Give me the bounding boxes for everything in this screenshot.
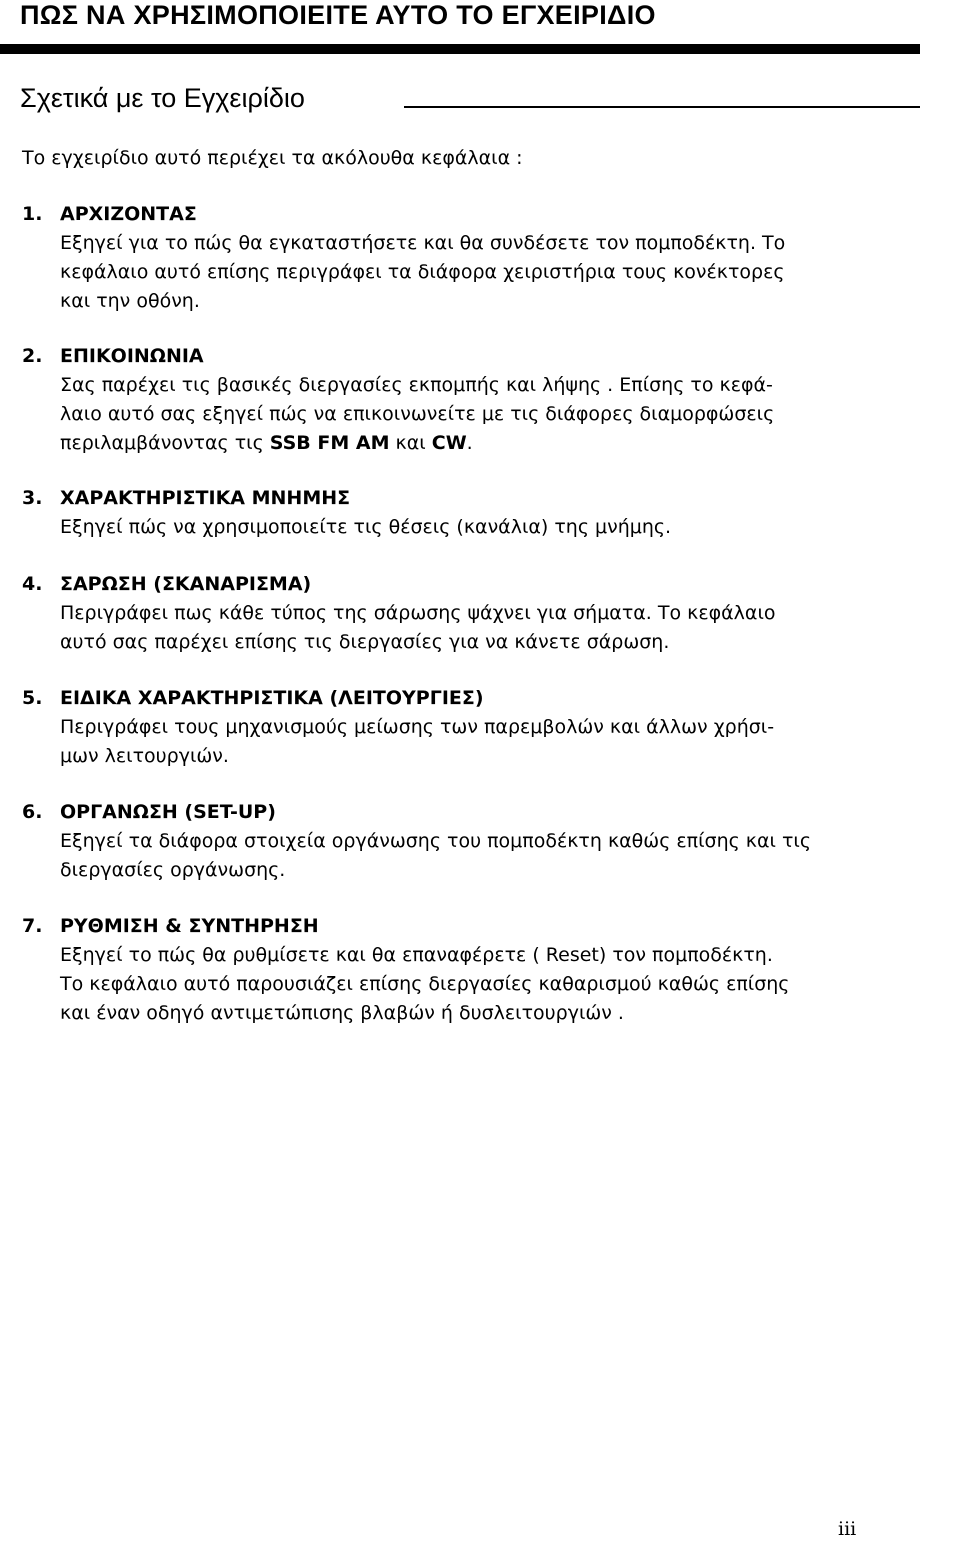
chapter-title: ΧΑΡΑΚΤΗΡΙΣΤΙΚΑ ΜΝΗΜΗΣ: [60, 487, 351, 509]
title-rule: [0, 44, 920, 54]
chapter-text-line: Περιγράφει τους μηχανισμούς μείωσης των παρεμβολών και άλλων χρήσι-: [60, 716, 775, 738]
chapter-number: 5.: [22, 687, 43, 709]
chapter-number: 1.: [22, 203, 43, 225]
chapter-heading: [22, 912, 960, 941]
line-end: .: [466, 432, 473, 454]
chapter-title: ΕΙΔΙΚΑ ΧΑΡΑΚΤΗΡΙΣΤΙΚΑ (ΛΕΙΤΟΥΡΓΙΕΣ): [60, 687, 484, 709]
chapter-heading: [22, 484, 960, 513]
chapter-number: 2.: [22, 345, 43, 367]
chapter-text-line: Περιγράφει πως κάθε τύπος της σάρωσης ψάχνει για σήματα. Το κεφάλαιο: [60, 602, 776, 624]
chapter-text-line: κεφάλαιο αυτό επίσης περιγράφει τα διάφορα χειριστήρια τους κονέκτορες: [60, 261, 785, 283]
chapter-text-line: [22, 429, 960, 458]
chapter-title: ΕΠΙΚΟΙΝΩΝΙΑ: [60, 345, 204, 367]
chapter-text-line: αυτό σας παρέχει επίσης τις διεργασίες για να κάνετε σάρωση.: [60, 631, 670, 653]
chapter-heading: [22, 684, 960, 713]
modulation-modes: SSB FM AM: [269, 432, 390, 454]
line-prefix: περιλαμβάνοντας τις: [60, 432, 270, 454]
chapter-text-line: Εξηγεί για το πώς θα εγκαταστήσετε και θα συνδέσετε τον πομποδέκτη. Το: [60, 232, 786, 254]
chapter-number: 3.: [22, 487, 43, 509]
intro-text: Το εγχειρίδιο αυτό περιέχει τα ακόλουθα κεφάλαια :: [22, 147, 523, 169]
chapter-heading: [22, 342, 960, 371]
section-heading: Σχετικά με το Εγχειρίδιο: [20, 83, 305, 113]
chapter-text-line: Εξηγεί τα διάφορα στοιχεία οργάνωσης του πομποδέκτη καθώς επίσης και τις: [60, 830, 812, 852]
chapter-number: 7.: [22, 915, 43, 937]
page-number: iii: [838, 1518, 857, 1540]
chapter-6: [22, 798, 960, 885]
modulation-mode-cw: CW: [431, 432, 467, 454]
chapter-number: 6.: [22, 801, 43, 823]
chapter-2: [22, 342, 960, 458]
chapter-text-line: Το κεφάλαιο αυτό παρουσιάζει επίσης διεργασίες καθαρισμού καθώς επίσης: [60, 973, 790, 995]
chapter-number: 4.: [22, 573, 43, 595]
chapter-text-line: διεργασίες οργάνωσης.: [60, 859, 286, 881]
chapter-title: ΣΑΡΩΣΗ (ΣΚΑΝΑΡΙΣΜΑ): [60, 573, 312, 595]
chapter-heading: [22, 798, 960, 827]
chapter-text-line: Εξηγεί το πώς θα ρυθμίσετε και θα επαναφέρετε ( Reset) τον πομποδέκτη.: [60, 944, 773, 966]
chapter-text-line: Εξηγεί πώς να χρησιμοποιείτε τις θέσεις (κανάλια) της μνήμης.: [60, 516, 672, 538]
chapter-title: ΑΡΧΙΖΟΝΤΑΣ: [60, 203, 197, 225]
chapter-heading: [22, 570, 960, 599]
chapter-text-line: και την οθόνη.: [60, 290, 200, 312]
chapter-5: [22, 684, 960, 771]
chapter-title: ΟΡΓΑΝΩΣΗ (SET-UP): [60, 801, 276, 823]
chapter-text-line: μων λειτουργιών.: [60, 745, 229, 767]
page-title: ΠΩΣ ΝΑ ΧΡΗΣΙΜΟΠΟΙΕΙΤΕ ΑΥΤΟ ΤΟ ΕΓΧΕΙΡΙΔΙΟ: [20, 0, 656, 30]
chapter-text-line: και έναν οδηγό αντιμετώπισης βλαβών ή δυσλειτουργιών .: [60, 1002, 624, 1024]
conjunction: και: [389, 432, 432, 454]
chapter-text-line: λαιο αυτό σας εξηγεί πώς να επικοινωνείτε με τις διάφορες διαμορφώσεις: [60, 403, 775, 425]
chapter-title: ΡΥΘΜΙΣΗ & ΣΥΝΤΗΡΗΣΗ: [60, 915, 319, 937]
chapter-3: [22, 484, 960, 542]
chapter-1: [22, 200, 960, 316]
chapter-heading: [22, 200, 960, 229]
chapter-4: [22, 570, 960, 657]
chapter-text-line: Σας παρέχει τις βασικές διεργασίες εκπομπής και λήψης . Επίσης το κεφά-: [60, 374, 773, 396]
chapter-7: [22, 912, 960, 1028]
section-rule: [404, 106, 920, 108]
